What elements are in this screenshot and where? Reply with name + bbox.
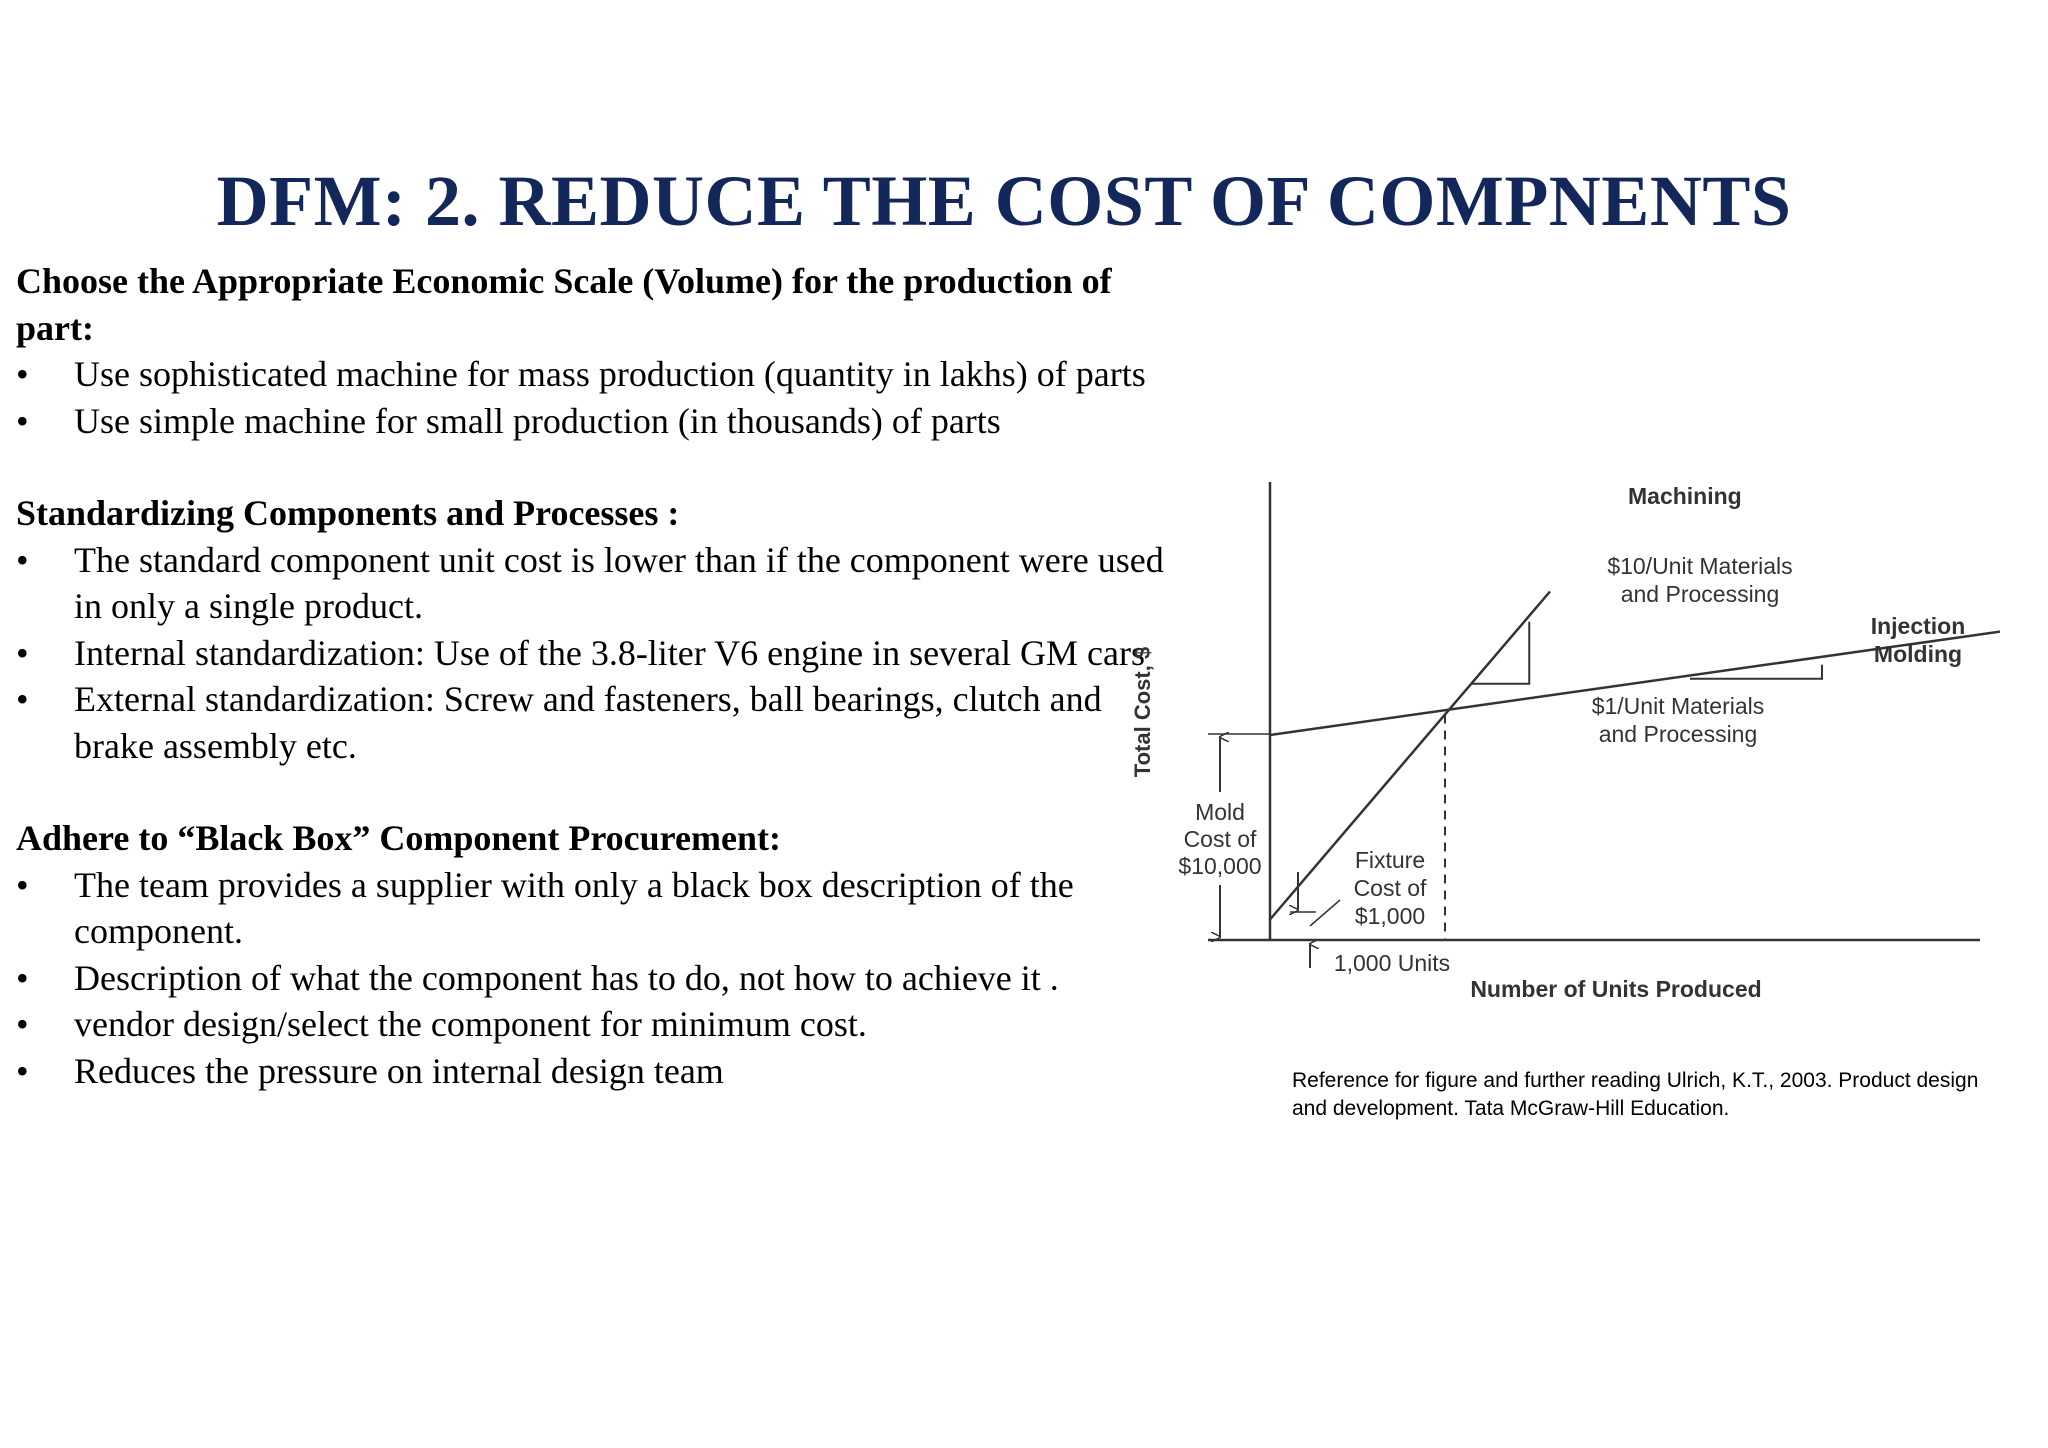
bullet-item: [16, 676, 1176, 769]
bullet-text: Description of what the component has to do, not how to achieve it .: [74, 957, 1059, 998]
bullet-list: [16, 862, 1176, 1095]
bullet-item: [16, 351, 1176, 398]
bullet-text: Reduces the pressure on internal design team: [74, 1050, 724, 1091]
slide-content: [16, 258, 1176, 1140]
cost-chart-figure: [1120, 460, 2000, 1020]
bullet-text: Use simple machine for small production (in thousands) of parts: [74, 400, 1001, 441]
bullet-dot: •: [16, 354, 29, 394]
bullet-text: The team provides a supplier with only a black box description of the component.: [74, 864, 1074, 951]
bullet-dot: •: [16, 400, 29, 441]
injection-slope-label-line1: $1/Unit Materials: [1591, 693, 1765, 719]
fixture-leader: [1310, 900, 1340, 926]
machining-slope-label-line1: $10/Unit Materials: [1607, 553, 1793, 579]
bullet-item: [16, 398, 1176, 445]
bullet-list: [16, 351, 1176, 444]
bullet-item: [16, 1001, 1176, 1048]
figure-reference: Reference for figure and further reading Ulrich, K.T., 2003. Product design and development. Tata McGraw-Hill Education.: [1292, 1069, 1979, 1120]
fixture-cost-line2: Cost of: [1353, 875, 1427, 901]
section-black-box: [16, 815, 1176, 1094]
bullet-dot: •: [16, 957, 29, 998]
bullet-item: [16, 955, 1176, 1002]
bullet-dot: •: [16, 539, 29, 580]
bullet-list: [16, 537, 1176, 770]
cost-chart: [1120, 460, 2000, 1020]
bullet-dot: •: [16, 1004, 29, 1044]
section-heading: Choose the Appropriate Economic Scale (Volume) for the production of part:: [16, 261, 1112, 348]
machining-label: Machining: [1628, 483, 1742, 509]
mold-cost-line2: Cost of: [1183, 826, 1257, 852]
injection-label-line1: Injection: [1870, 613, 1966, 639]
bullet-text: External standardization: Screw and fasteners, ball bearings, clutch and brake assembly etc.: [74, 679, 1102, 766]
section-heading: Standardizing Components and Processes :: [16, 493, 680, 533]
fixture-cost-line1: Fixture: [1354, 847, 1426, 873]
section-standardizing: [16, 490, 1176, 769]
section-economic-scale: [16, 258, 1176, 444]
bullet-dot: •: [16, 1050, 29, 1091]
bullet-item: [16, 1048, 1176, 1095]
bullet-text: Use sophisticated machine for mass production (quantity in lakhs) of parts: [74, 354, 1146, 394]
mold-cost-line3: $10,000: [1178, 853, 1262, 879]
injection-label-line2: Molding: [1873, 641, 1963, 667]
slide-title: DFM: 2. REDUCE THE COST OF COMPNENTS: [216, 161, 1792, 241]
bullet-item: [16, 630, 1176, 677]
bullet-item: [16, 862, 1176, 955]
bullet-text: vendor design/select the component for minimum cost.: [74, 1004, 867, 1044]
bullet-dot: •: [16, 679, 29, 719]
bullet-dot: •: [16, 864, 29, 905]
bullet-text: The standard component unit cost is lower than if the component were used in only a single product.: [74, 539, 1164, 626]
section-heading: Adhere to “Black Box” Component Procurement:: [16, 818, 781, 858]
injection-slope-label-line2: and Processing: [1598, 721, 1758, 747]
mold-cost-line1: Mold: [1195, 799, 1245, 825]
bullet-item: [16, 537, 1176, 630]
y-axis-label: Total Cost, $: [1130, 646, 1155, 778]
machining-slope-label-line2: and Processing: [1620, 581, 1780, 607]
x-axis-label: Number of Units Produced: [1470, 976, 1762, 1002]
crossover-label: 1,000 Units: [1333, 950, 1451, 976]
fixture-cost-line3: $1,000: [1354, 903, 1426, 929]
bullet-dot: •: [16, 632, 29, 673]
bullet-text: Internal standardization: Use of the 3.8-liter V6 engine in several GM cars: [74, 632, 1145, 673]
